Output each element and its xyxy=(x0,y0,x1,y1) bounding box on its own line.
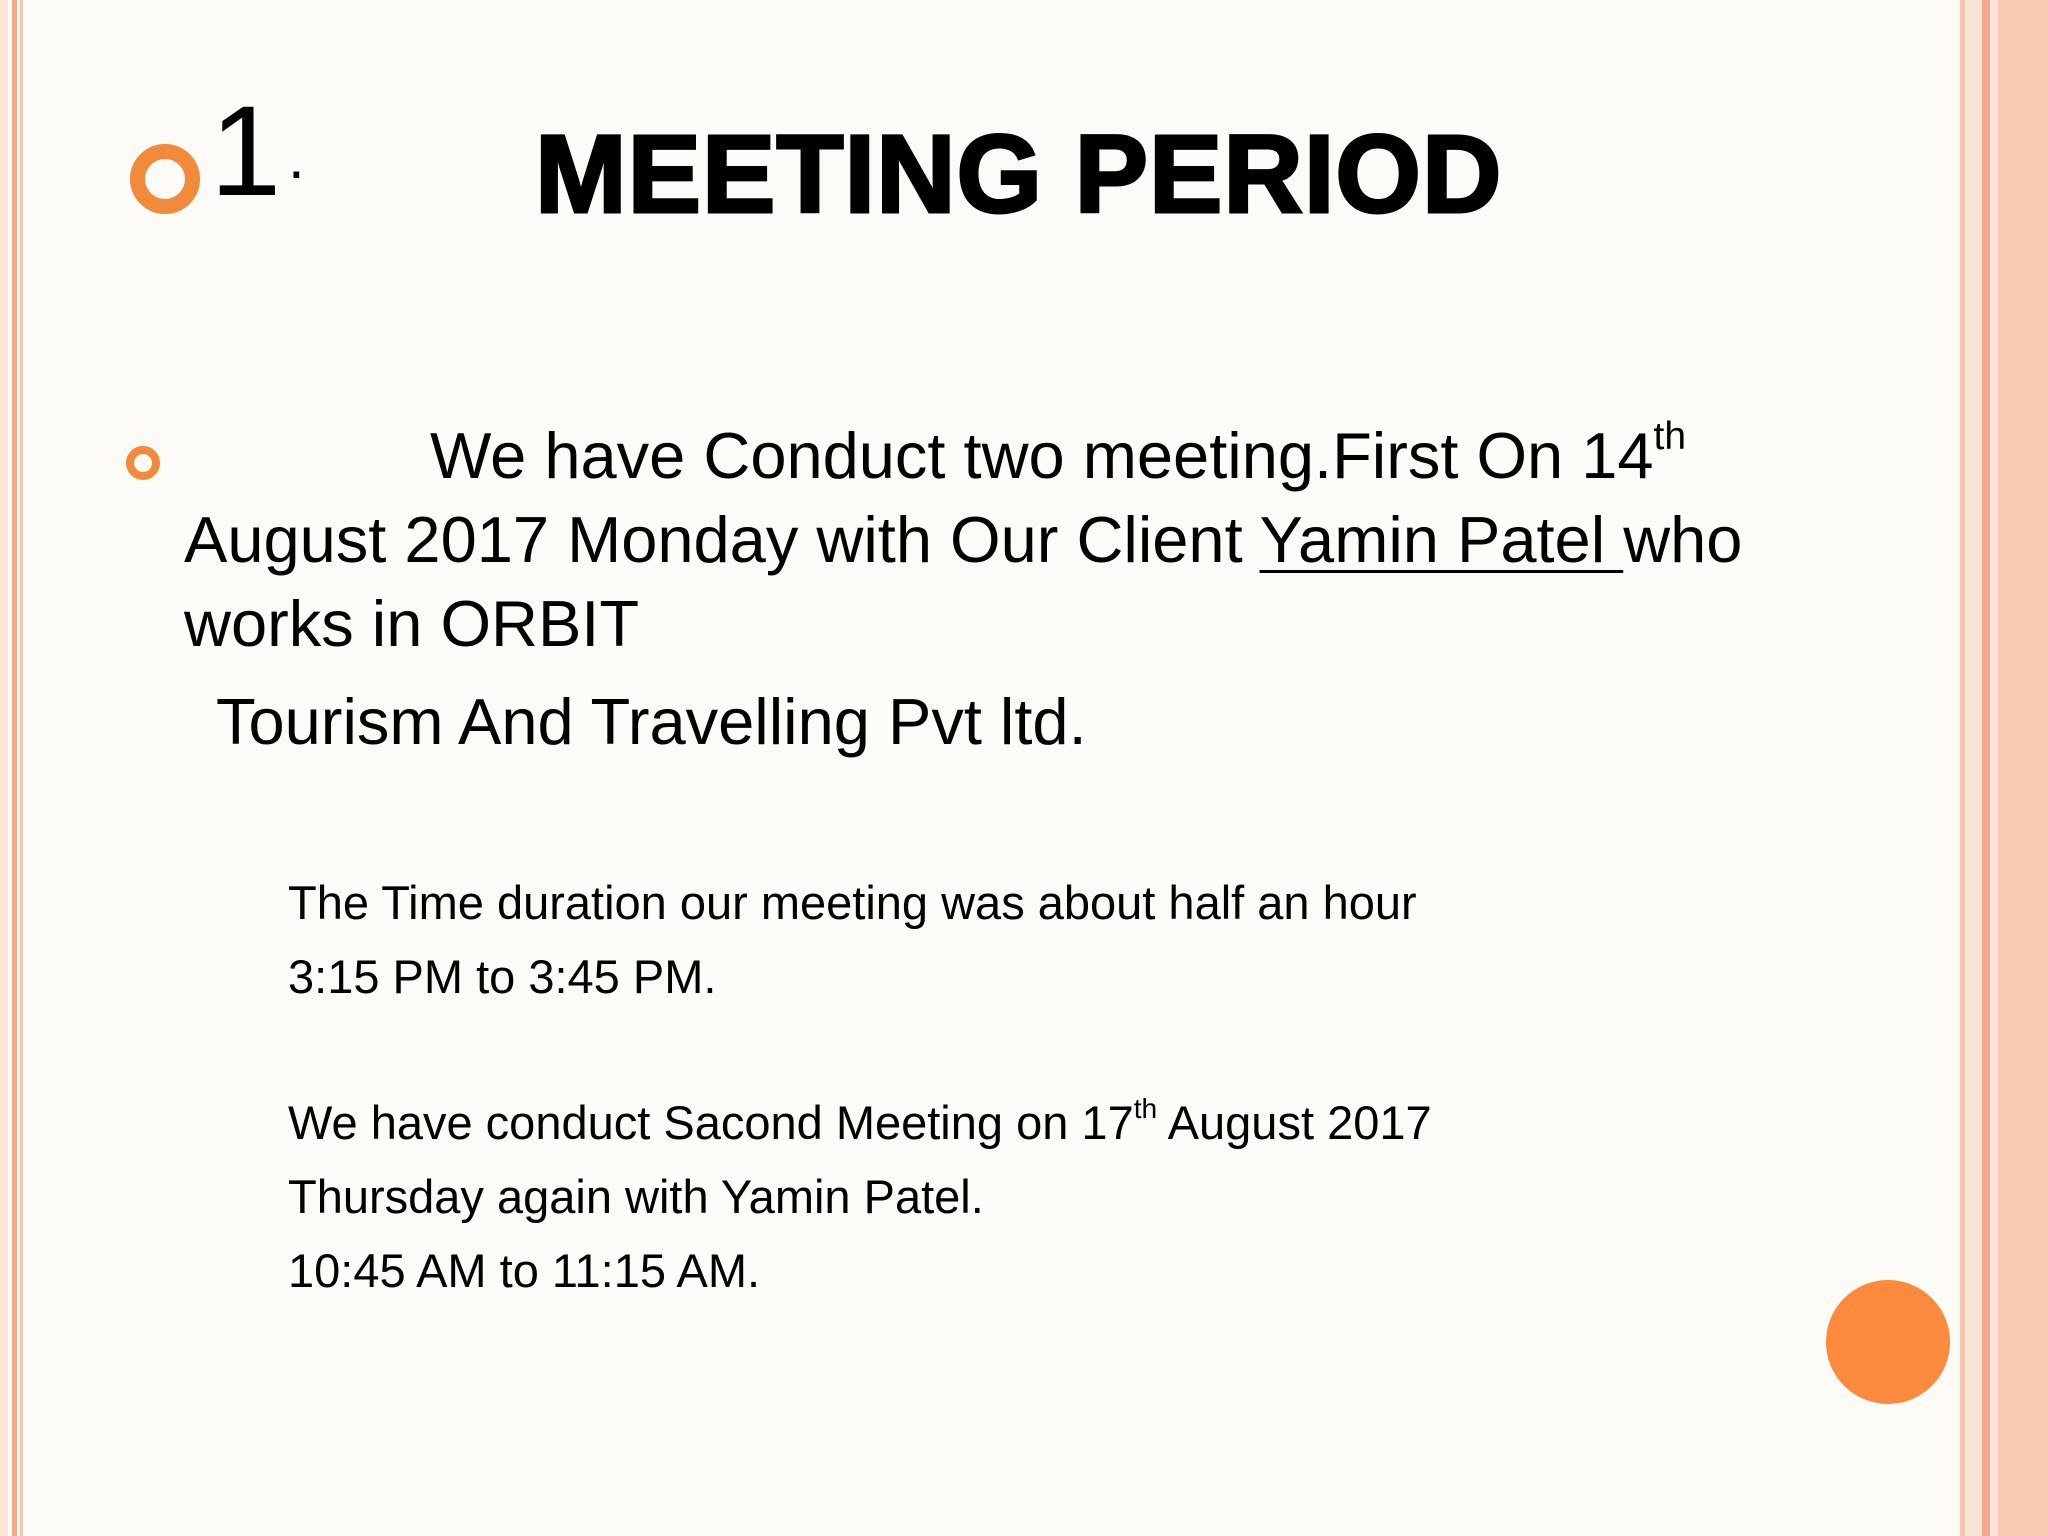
right-border-wide-band xyxy=(1998,0,2048,1536)
second-meeting-day: Thursday again with Yamin Patel. xyxy=(288,1170,984,1223)
slide-title: MEETING PERIOD xyxy=(535,113,1503,236)
first-meeting-date: August 2017 Monday with Our Client xyxy=(184,503,1260,576)
section-number-dot: . xyxy=(288,124,305,191)
first-meeting-text: We have Conduct two meeting.First On 14 xyxy=(430,419,1654,492)
second-meeting-pre: We have conduct Sacond Meeting on 17 xyxy=(288,1096,1134,1149)
body-bullet-icon xyxy=(126,446,160,480)
body-line-3: works in ORBIT xyxy=(184,587,640,660)
orange-circle-icon xyxy=(1826,1280,1950,1404)
first-meeting-time: 3:15 PM to 3:45 PM. xyxy=(288,950,717,1003)
second-meeting-date: August 2017 xyxy=(1157,1096,1432,1149)
body-line-1 xyxy=(430,414,1686,498)
left-border-band xyxy=(0,0,8,1536)
left-border-line xyxy=(12,0,17,1536)
section-number: 1 xyxy=(210,80,282,223)
body-line-2-end: who xyxy=(1623,503,1743,576)
second-meeting-time: 10:45 AM to 11:15 AM. xyxy=(288,1244,761,1297)
right-border-band xyxy=(1966,0,1982,1536)
right-border-gap xyxy=(1990,0,1998,1536)
duration-text: The Time duration our meeting was about half an hour xyxy=(288,876,1417,929)
left-border-thin-line xyxy=(20,0,23,1536)
title-bullet-icon xyxy=(130,144,200,214)
first-meeting-ordinal: th xyxy=(1653,414,1687,458)
client-name: Yamin Patel xyxy=(1259,503,1624,576)
right-border-thin-line xyxy=(1960,0,1965,1536)
company-name: Tourism And Travelling Pvt ltd. xyxy=(216,685,1087,758)
second-meeting-ordinal: th xyxy=(1133,1091,1158,1124)
second-meeting-text xyxy=(288,1086,1432,1160)
right-border-line xyxy=(1982,0,1990,1536)
body-line-2 xyxy=(184,498,1742,582)
